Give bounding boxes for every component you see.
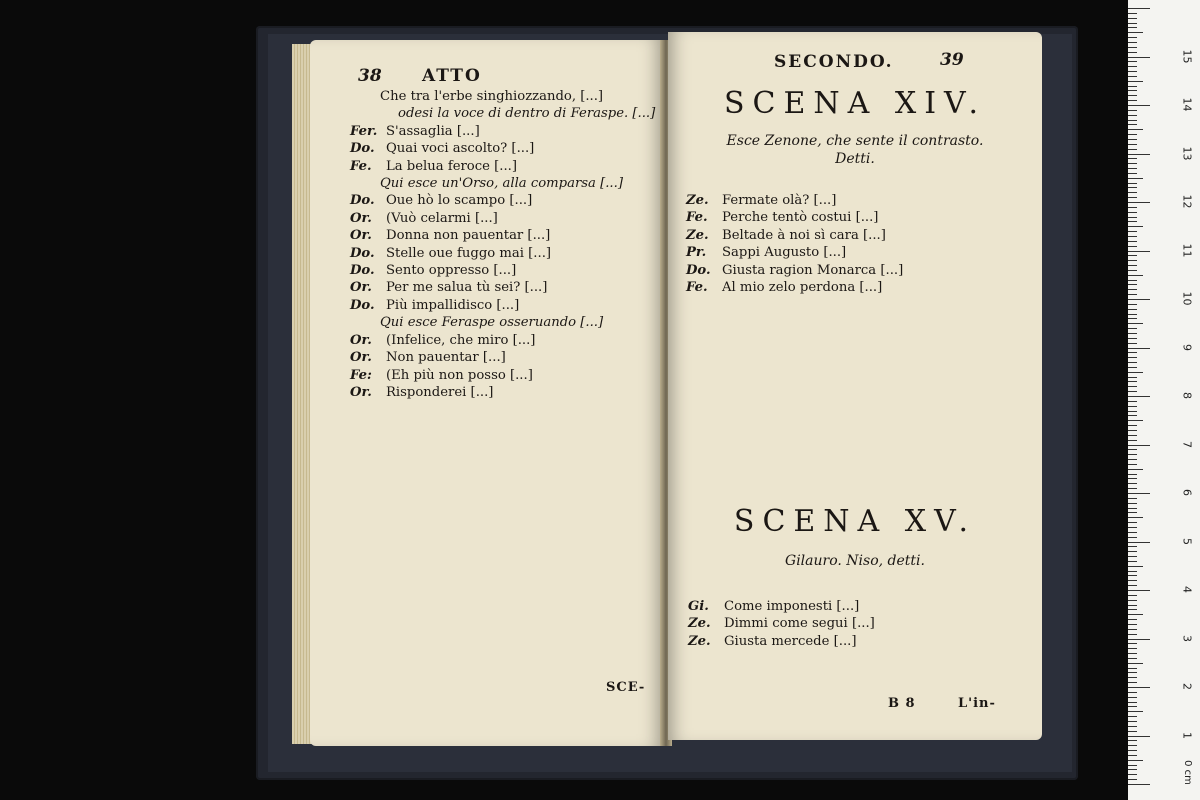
- ruler-tick: [1128, 212, 1137, 213]
- ruler-label: 15: [1180, 49, 1194, 63]
- ruler-tick: [1128, 411, 1137, 412]
- left-catchword: SCE-: [606, 680, 646, 695]
- ruler-tick: [1128, 415, 1137, 416]
- ruler-tick: [1128, 648, 1137, 649]
- left-running-title: ATTO: [422, 66, 482, 86]
- ruler-tick: [1128, 226, 1143, 227]
- ruler-tick: [1128, 396, 1150, 397]
- text-line: [350, 314, 655, 331]
- left-page: [310, 40, 662, 746]
- ruler-tick: [1128, 275, 1143, 276]
- speaker-label: Do.: [350, 263, 375, 279]
- ruler-tick: [1128, 187, 1137, 188]
- text-line: [350, 175, 655, 192]
- ruler-tick: [1128, 23, 1137, 24]
- ruler-tick: [1128, 585, 1137, 586]
- ruler-tick: [1128, 663, 1143, 664]
- text-line: [350, 297, 655, 314]
- speaker-label: Fe.: [350, 158, 372, 174]
- ruler-tick: [1128, 706, 1137, 707]
- ruler-tick: [1128, 202, 1150, 203]
- line-text: La belua feroce [...]: [386, 158, 517, 174]
- ruler-label: 9: [1180, 343, 1194, 351]
- ruler-tick: [1128, 721, 1137, 722]
- line-text: Stelle oue fuggo mai [...]: [386, 245, 552, 261]
- ruler-tick: [1128, 643, 1137, 644]
- ruler-tick: [1128, 406, 1137, 407]
- ruler-tick: [1128, 338, 1137, 339]
- ruler-tick: [1128, 149, 1137, 150]
- scene-subheading-2: Detti.: [835, 151, 875, 167]
- ruler-tick: [1128, 105, 1150, 106]
- ruler-tick: [1128, 13, 1137, 14]
- measuring-ruler: [1128, 0, 1200, 800]
- ruler-tick: [1128, 614, 1143, 615]
- ruler-tick: [1128, 299, 1150, 300]
- speaker-label: Fe:: [350, 367, 372, 383]
- scene-subheading: Esce Zenone, che sente il contrasto.: [726, 133, 984, 149]
- ruler-tick: [1128, 498, 1137, 499]
- text-line: [350, 140, 655, 157]
- ruler-tick: [1128, 765, 1137, 766]
- ruler-tick: [1128, 687, 1150, 688]
- ruler-tick: [1128, 483, 1137, 484]
- speaker-label: Do.: [350, 141, 375, 157]
- ruler-tick: [1128, 284, 1137, 285]
- speaker-label: Ze.: [688, 633, 711, 649]
- text-line: [688, 615, 875, 632]
- ruler-tick: [1128, 280, 1137, 281]
- left-page-text: [350, 88, 655, 401]
- left-page-number: 38: [358, 66, 382, 86]
- ruler-tick: [1128, 629, 1137, 630]
- line-text: Qui esce un'Orso, alla comparsa [...]: [380, 176, 623, 192]
- ruler-tick: [1128, 546, 1137, 547]
- ruler-label: 6: [1180, 489, 1194, 496]
- ruler-tick: [1128, 314, 1137, 315]
- ruler-label: 4: [1180, 586, 1194, 593]
- ruler-tick: [1128, 740, 1137, 741]
- ruler-tick: [1128, 318, 1137, 319]
- ruler-tick: [1128, 129, 1143, 130]
- ruler-tick: [1128, 609, 1137, 610]
- speaker-label: Fe.: [686, 280, 708, 296]
- ruler-tick: [1128, 449, 1137, 450]
- line-text: (Infelice, che miro [...]: [386, 332, 536, 348]
- text-line: [350, 384, 655, 401]
- ruler-tick: [1128, 124, 1137, 125]
- ruler-tick: [1128, 474, 1137, 475]
- ruler-tick: [1128, 702, 1137, 703]
- ruler-tick: [1128, 464, 1137, 465]
- ruler-tick: [1128, 580, 1137, 581]
- scene-heading-2: SCENA XV.: [733, 504, 977, 539]
- ruler-tick: [1128, 265, 1137, 266]
- text-line: [350, 279, 655, 296]
- line-text: Al mio zelo perdona [...]: [722, 280, 883, 296]
- ruler-tick: [1128, 391, 1137, 392]
- ruler-tick: [1128, 600, 1137, 601]
- text-line: [350, 349, 655, 366]
- ruler-tick: [1128, 619, 1137, 620]
- ruler-tick: [1128, 527, 1137, 528]
- speaker-label: Do.: [686, 262, 711, 278]
- ruler-tick: [1128, 571, 1137, 572]
- ruler-tick: [1128, 377, 1137, 378]
- ruler-tick: [1128, 217, 1137, 218]
- ruler-tick: [1128, 469, 1143, 470]
- ruler-tick: [1128, 192, 1137, 193]
- ruler-label: 5: [1180, 537, 1194, 545]
- ruler-tick: [1128, 736, 1150, 737]
- text-line: [350, 192, 655, 209]
- ruler-tick: [1128, 18, 1137, 19]
- scene-xiv-text: [686, 192, 903, 296]
- right-page-number: 39: [940, 50, 964, 70]
- text-line: [350, 227, 655, 244]
- ruler-tick: [1128, 52, 1137, 53]
- ruler-tick: [1128, 134, 1137, 135]
- ruler-tick: [1128, 207, 1137, 208]
- speaker-label: Do.: [350, 297, 375, 313]
- text-line: [350, 105, 655, 122]
- ruler-tick: [1128, 241, 1137, 242]
- ruler-label: 7: [1180, 440, 1194, 448]
- ruler-tick: [1128, 653, 1137, 654]
- ruler-tick: [1128, 726, 1137, 727]
- ruler-tick: [1128, 430, 1137, 431]
- ruler-tick: [1128, 173, 1137, 174]
- ruler-tick: [1128, 42, 1137, 43]
- ruler-tick: [1128, 440, 1137, 441]
- ruler-label: 2: [1180, 683, 1194, 690]
- text-line: [686, 227, 903, 244]
- ruler-tick: [1128, 304, 1137, 305]
- speaker-label: Do.: [350, 193, 375, 209]
- ruler-tick: [1128, 435, 1137, 436]
- ruler-tick: [1128, 32, 1143, 33]
- text-line: [686, 244, 903, 261]
- ruler-tick: [1128, 81, 1143, 82]
- ruler-tick: [1128, 779, 1137, 780]
- ruler-tick: [1128, 386, 1137, 387]
- text-line: [350, 367, 655, 384]
- scene-xv-text: [688, 598, 875, 650]
- right-catchword: L'in-: [958, 696, 996, 711]
- ruler-tick: [1128, 333, 1137, 334]
- line-text: Giusta mercede [...]: [724, 633, 857, 649]
- ruler-tick: [1128, 537, 1137, 538]
- ruler-tick: [1128, 634, 1137, 635]
- line-text: Quai voci ascolto? [...]: [386, 141, 535, 157]
- speaker-label: Or.: [350, 384, 372, 400]
- ruler-tick: [1128, 784, 1150, 785]
- speaker-label: Gi.: [688, 599, 709, 614]
- ruler-tick: [1128, 236, 1137, 237]
- ruler-tick: [1128, 454, 1137, 455]
- ruler-tick: [1128, 294, 1137, 295]
- ruler-label: 1: [1180, 731, 1194, 739]
- ruler-tick: [1128, 750, 1137, 751]
- text-line: [350, 210, 655, 227]
- ruler-tick: [1128, 556, 1137, 557]
- right-page: [668, 32, 1042, 740]
- ruler-tick: [1128, 120, 1137, 121]
- ruler-tick: [1128, 95, 1137, 96]
- ruler-tick: [1128, 37, 1137, 38]
- text-line: [686, 262, 903, 279]
- speaker-label: Do.: [350, 245, 375, 261]
- ruler-tick: [1128, 682, 1137, 683]
- ruler-tick: [1128, 488, 1137, 489]
- ruler-tick: [1128, 168, 1137, 169]
- ruler-tick: [1128, 711, 1143, 712]
- line-text: Oue hò lo scampo [...]: [386, 193, 533, 209]
- ruler-tick: [1128, 178, 1143, 179]
- ruler-tick: [1128, 639, 1150, 640]
- ruler-tick: [1128, 532, 1137, 533]
- ruler-tick: [1128, 348, 1150, 349]
- ruler-tick: [1128, 668, 1137, 669]
- ruler-tick: [1128, 71, 1137, 72]
- speaker-label: Ze.: [686, 193, 709, 208]
- ruler-tick: [1128, 86, 1137, 87]
- ruler-tick: [1128, 357, 1137, 358]
- text-line: [350, 88, 655, 105]
- ruler-tick: [1128, 542, 1150, 543]
- text-line: [350, 332, 655, 349]
- ruler-tick: [1128, 561, 1137, 562]
- ruler-tick: [1128, 522, 1137, 523]
- line-text: Che tra l'erbe singhiozzando, [...]: [380, 89, 604, 104]
- ruler-tick: [1128, 362, 1137, 363]
- ruler-unit-label: 0 cm: [1182, 760, 1194, 785]
- ruler-tick: [1128, 745, 1137, 746]
- text-line: [350, 262, 655, 279]
- line-text: Beltade à noi sì cara [...]: [722, 227, 886, 243]
- line-text: Più impallidisco [...]: [386, 297, 520, 313]
- line-text: Sappi Augusto [...]: [722, 245, 847, 261]
- text-line: [686, 279, 903, 296]
- line-text: Qui esce Feraspe osseruando [...]: [380, 315, 604, 331]
- ruler-tick: [1128, 677, 1137, 678]
- line-text: Sento oppresso [...]: [386, 263, 517, 279]
- ruler-label: 8: [1180, 392, 1194, 399]
- ruler-tick: [1128, 110, 1137, 111]
- ruler-label: 14: [1180, 97, 1194, 112]
- signature-mark: B 8: [888, 696, 916, 711]
- ruler-tick: [1128, 774, 1137, 775]
- line-text: S'assaglia [...]: [386, 123, 480, 139]
- ruler-tick: [1128, 493, 1150, 494]
- ruler-tick: [1128, 255, 1137, 256]
- speaker-label: Ze.: [686, 227, 709, 243]
- line-text: Non pauentar [...]: [386, 350, 506, 366]
- ruler-tick: [1128, 575, 1137, 576]
- ruler-tick: [1128, 381, 1137, 382]
- ruler-tick: [1128, 163, 1137, 164]
- ruler-tick: [1128, 158, 1137, 159]
- ruler-tick: [1128, 551, 1137, 552]
- ruler-tick: [1128, 658, 1137, 659]
- ruler-tick: [1128, 66, 1137, 67]
- ruler-tick: [1128, 605, 1137, 606]
- ruler-tick: [1128, 697, 1137, 698]
- ruler-label: 12: [1180, 194, 1194, 209]
- ruler-tick: [1128, 323, 1143, 324]
- line-text: Risponderei [...]: [386, 384, 494, 400]
- line-text: Per me salua tù sei? [...]: [386, 280, 548, 296]
- ruler-tick: [1128, 90, 1137, 91]
- ruler-tick: [1128, 478, 1137, 479]
- line-text: Dimmi come segui [...]: [724, 616, 875, 632]
- speaker-label: Pr.: [686, 245, 707, 261]
- text-line: [350, 245, 655, 262]
- speaker-label: Or.: [350, 280, 372, 296]
- ruler-tick: [1128, 183, 1137, 184]
- ruler-tick: [1128, 367, 1137, 368]
- speaker-label: Fe.: [686, 210, 708, 226]
- line-text: (Eh più non posso [...]: [386, 367, 533, 383]
- ruler-label: 13: [1180, 146, 1194, 160]
- ruler-tick: [1128, 459, 1137, 460]
- ruler-tick: [1128, 590, 1150, 591]
- ruler-tick: [1128, 672, 1137, 673]
- ruler-tick: [1128, 260, 1137, 261]
- speaker-label: Or.: [350, 228, 372, 244]
- text-line: [686, 192, 903, 209]
- line-text: Come imponesti [...]: [724, 599, 860, 614]
- ruler-tick: [1128, 425, 1137, 426]
- speaker-label: Or.: [350, 350, 372, 366]
- ruler-tick: [1128, 769, 1137, 770]
- ruler-tick: [1128, 328, 1137, 329]
- ruler-tick: [1128, 512, 1137, 513]
- ruler-tick: [1128, 731, 1137, 732]
- speaker-label: Or.: [350, 332, 372, 348]
- ruler-tick: [1128, 566, 1143, 567]
- ruler-tick: [1128, 372, 1143, 373]
- ruler-tick: [1128, 343, 1137, 344]
- ruler-tick: [1128, 100, 1137, 101]
- ruler-label: 10: [1180, 291, 1194, 306]
- text-line: [688, 598, 875, 615]
- line-text: Perche tentò costui [...]: [722, 210, 879, 226]
- ruler-tick: [1128, 47, 1137, 48]
- ruler-tick: [1128, 755, 1137, 756]
- line-text: Donna non pauentar [...]: [386, 228, 551, 244]
- ruler-tick: [1128, 61, 1137, 62]
- ruler-tick: [1128, 716, 1137, 717]
- ruler-tick: [1128, 420, 1143, 421]
- text-line: [350, 158, 655, 175]
- ruler-tick: [1128, 309, 1137, 310]
- right-running-title: SECONDO.: [774, 52, 894, 72]
- ruler-tick: [1128, 197, 1137, 198]
- ruler-tick: [1128, 27, 1137, 28]
- ruler-tick: [1128, 352, 1137, 353]
- ruler-tick: [1128, 115, 1137, 116]
- text-line: [686, 209, 903, 226]
- line-text: odesi la voce di dentro di Feraspe. [...]: [398, 106, 656, 122]
- speaker-label: Ze.: [688, 616, 711, 632]
- ruler-tick: [1128, 251, 1150, 252]
- line-text: Giusta ragion Monarca [...]: [722, 262, 904, 278]
- ruler-tick: [1128, 517, 1143, 518]
- line-text: (Vuò celarmi [...]: [386, 210, 498, 226]
- ruler-tick: [1128, 503, 1137, 504]
- ruler-tick: [1128, 231, 1137, 232]
- speaker-label: Fer.: [350, 123, 378, 139]
- text-line: [350, 123, 655, 140]
- ruler-tick: [1128, 401, 1137, 402]
- ruler-tick: [1128, 624, 1137, 625]
- ruler-tick: [1128, 8, 1150, 9]
- ruler-tick: [1128, 57, 1150, 58]
- ruler-tick: [1128, 139, 1137, 140]
- ruler-tick: [1128, 221, 1137, 222]
- ruler-label: 3: [1180, 634, 1194, 642]
- ruler-tick: [1128, 595, 1137, 596]
- speaker-label: Or.: [350, 210, 372, 226]
- ruler-tick: [1128, 508, 1137, 509]
- line-text: Fermate olà? [...]: [722, 193, 837, 208]
- ruler-tick: [1128, 270, 1137, 271]
- ruler-tick: [1128, 154, 1150, 155]
- ruler-tick: [1128, 692, 1137, 693]
- ruler-tick: [1128, 289, 1137, 290]
- scene-heading: SCENA XIV.: [723, 86, 987, 121]
- text-line: [688, 633, 875, 650]
- ruler-label: 11: [1180, 243, 1194, 257]
- ruler-tick: [1128, 144, 1137, 145]
- ruler-tick: [1128, 445, 1150, 446]
- ruler-tick: [1128, 760, 1143, 761]
- ruler-tick: [1128, 246, 1137, 247]
- scene-subheading-3: Gilauro. Niso, detti.: [785, 553, 925, 569]
- ruler-tick: [1128, 76, 1137, 77]
